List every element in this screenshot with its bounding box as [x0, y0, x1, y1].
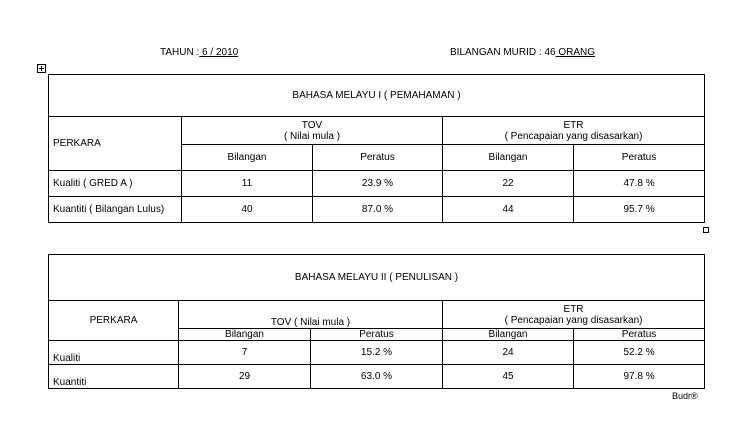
etr-peratus-header: Peratus [574, 329, 705, 341]
etr-peratus-cell: 47.8 % [574, 171, 705, 197]
etr-peratus-cell: 95.7 % [574, 197, 705, 223]
tov-peratus-header: Peratus [313, 145, 443, 171]
table-title: BAHASA MELAYU II ( PENULISAN ) [49, 255, 705, 301]
tov-bilangan-cell: 29 [179, 365, 311, 389]
table-penulisan [48, 254, 705, 389]
table-move-handle-icon[interactable] [37, 64, 46, 73]
etr-header [443, 117, 705, 145]
etr-bilangan-cell: 22 [443, 171, 574, 197]
etr-peratus-cell: 52.2 % [574, 341, 705, 365]
table-pemahaman [48, 74, 705, 223]
signature-text: Budr® [672, 391, 698, 401]
tov-bilangan-header: Bilangan [182, 145, 313, 171]
row-label: Kualiti [49, 341, 179, 365]
tov-bilangan-cell: 11 [182, 171, 313, 197]
tov-title: TOV [301, 119, 323, 131]
etr-title: ETR [563, 303, 584, 315]
student-count-unit: ORANG [555, 47, 596, 58]
row-label: Kualiti ( GRED A ) [49, 171, 182, 197]
tov-subtitle: ( Nilai mula ) [283, 130, 341, 142]
student-count-line [450, 47, 595, 58]
table-row [49, 197, 705, 223]
tov-header [182, 117, 443, 145]
etr-bilangan-header: Bilangan [443, 145, 574, 171]
etr-bilangan-cell: 45 [443, 365, 574, 389]
etr-bilangan-cell: 24 [443, 341, 574, 365]
year-label: TAHUN : [160, 47, 200, 58]
row-label: Kuantiti ( Bilangan Lulus) [49, 197, 182, 223]
table-title: BAHASA MELAYU I ( PEMAHAMAN ) [49, 75, 705, 117]
etr-title: ETR [563, 119, 584, 131]
tov-header: TOV ( Nilai mula ) [179, 301, 443, 329]
tov-peratus-cell: 15.2 % [311, 341, 443, 365]
year-value: 6 / 2010 [199, 47, 239, 58]
year-line [160, 47, 238, 58]
tov-peratus-header: Peratus [311, 329, 443, 341]
tov-peratus-cell: 63.0 % [311, 365, 443, 389]
perkara-header: PERKARA [49, 301, 179, 341]
etr-subtitle: ( Pencapaian yang disasarkan) [504, 314, 643, 326]
table-row [49, 365, 705, 389]
etr-bilangan-header: Bilangan [443, 329, 574, 341]
tov-bilangan-cell: 40 [182, 197, 313, 223]
etr-bilangan-cell: 44 [443, 197, 574, 223]
tov-bilangan-header: Bilangan [179, 329, 311, 341]
table-row [49, 341, 705, 365]
etr-peratus-cell: 97.8 % [574, 365, 705, 389]
row-label: Kuantiti [49, 365, 179, 389]
tov-bilangan-cell: 7 [179, 341, 311, 365]
perkara-header: PERKARA [49, 117, 182, 171]
table-resize-handle[interactable] [703, 227, 709, 233]
tov-peratus-cell: 23.9 % [313, 171, 443, 197]
etr-subtitle: ( Pencapaian yang disasarkan) [504, 130, 643, 142]
tov-peratus-cell: 87.0 % [313, 197, 443, 223]
student-count-label: BILANGAN MURID : 46 [450, 47, 556, 58]
etr-header [443, 301, 705, 329]
table-row [49, 171, 705, 197]
etr-peratus-header: Peratus [574, 145, 705, 171]
